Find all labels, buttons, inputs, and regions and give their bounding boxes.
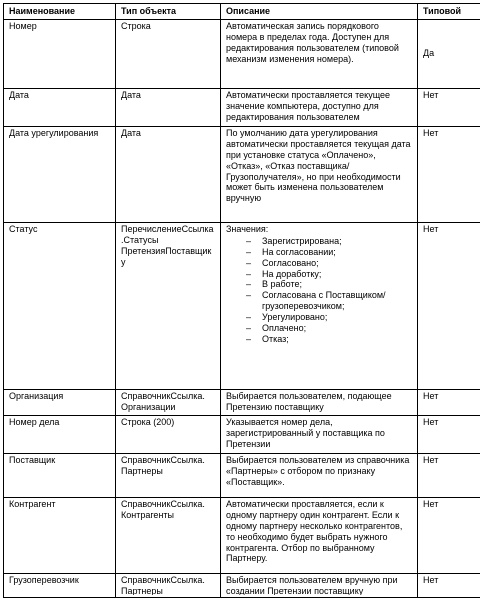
- cell-description: Выбирается пользователем из справочника «Партнеры» с отбором по признаку «Поставщик».: [221, 453, 418, 497]
- cell-type: Дата: [116, 88, 221, 126]
- list-item: – Отказ;: [246, 334, 412, 345]
- list-item: – Согласовано;: [246, 258, 412, 269]
- cell-description: По умолчанию дата урегулирования автоматически проставляется текущая дата при установке статуса «Оплачено», «Отказ», «Отказ поставщика/Грузополучателя», но при необходимости может быть изменена пользователем вручную: [221, 126, 418, 222]
- list-item: – В работе;: [246, 279, 412, 290]
- table-row: [4, 415, 481, 453]
- list-item: – Зарегистрирована;: [246, 236, 412, 247]
- cell-description: Автоматически проставляется, если к одному партнеру один контрагент. Если к одному партнеру несколько контрагентов, то необходимо будет выбрать нужного контрагента. Отбор по выбранному Партнеру.: [221, 497, 418, 573]
- cell-type: СправочникСсылка. Партнеры: [116, 453, 221, 497]
- cell-description: Указывается номер дела, зарегистрированный у поставщика по Претензии: [221, 415, 418, 453]
- cell-description: Автоматическая запись порядкового номера в пределах года. Доступен для редактирования пользователем (типовой механизм изменения номера).: [221, 19, 418, 88]
- header-name: Наименование: [4, 4, 116, 20]
- cell-typical: Да: [418, 19, 481, 88]
- table-header-row: [4, 4, 481, 20]
- list-item: – Оплачено;: [246, 323, 412, 334]
- cell-typical: Нет: [418, 222, 481, 389]
- cell-description: Автоматически проставляется текущее значение компьютера, доступно для редактирования пользователем: [221, 88, 418, 126]
- cell-name: Организация: [4, 389, 116, 415]
- cell-typical-text: Нет: [423, 574, 439, 585]
- cell-description: [221, 573, 418, 597]
- table-row: [4, 573, 481, 597]
- cell-description: [221, 222, 418, 389]
- cell-name-text: Грузоперевозчик: [9, 574, 79, 585]
- cell-description-text: Выбирается пользователем вручную при создании Претензии поставщику: [226, 574, 398, 595]
- table-row: [4, 88, 481, 126]
- cell-description: Выбирается пользователем, подающее Претензию поставщику: [221, 389, 418, 415]
- status-values-list: [226, 236, 412, 345]
- table-row: [4, 389, 481, 415]
- cell-name: Номер дела: [4, 415, 116, 453]
- cell-type-text: СправочникСсылка. Партнеры: [121, 574, 205, 595]
- cell-name: Номер: [4, 19, 116, 88]
- cell-typical: Нет: [418, 497, 481, 573]
- list-item: – Урегулировано;: [246, 312, 412, 323]
- cell-type: [116, 573, 221, 597]
- cell-name: [4, 573, 116, 597]
- attributes-table: [3, 3, 480, 598]
- cell-name: Статус: [4, 222, 116, 389]
- cell-type: ПеречислениеСсылка.Статусы ПретензияПоставщику: [116, 222, 221, 389]
- cell-type: Строка: [116, 19, 221, 88]
- cell-typical: Нет: [418, 126, 481, 222]
- cell-typical: Нет: [418, 88, 481, 126]
- cell-name: Дата: [4, 88, 116, 126]
- cell-type: СправочникСсылка. Контрагенты: [116, 497, 221, 573]
- cell-typical: [418, 573, 481, 597]
- cell-name: Поставщик: [4, 453, 116, 497]
- cell-type: Строка (200): [116, 415, 221, 453]
- cell-name: Дата урегулирования: [4, 126, 116, 222]
- cell-typical: Нет: [418, 389, 481, 415]
- table-row: [4, 19, 481, 88]
- cell-typical: Нет: [418, 415, 481, 453]
- cell-typical: Нет: [418, 453, 481, 497]
- list-item: – На согласовании;: [246, 247, 412, 258]
- header-type: Тип объекта: [116, 4, 221, 20]
- cell-name: Контрагент: [4, 497, 116, 573]
- list-item: – На доработку;: [246, 269, 412, 280]
- table-row: [4, 126, 481, 222]
- table-row: [4, 497, 481, 573]
- header-description: Описание: [221, 4, 418, 20]
- document-page: [3, 3, 480, 607]
- cell-type: Дата: [116, 126, 221, 222]
- values-title: Значения:: [226, 223, 269, 234]
- table-row: [4, 453, 481, 497]
- cell-type: СправочникСсылка. Организации: [116, 389, 221, 415]
- list-item: – Согласована с Поставщиком/грузоперевозчиком;: [246, 290, 412, 312]
- header-typical: Типовой: [418, 4, 481, 20]
- table-row: [4, 222, 481, 389]
